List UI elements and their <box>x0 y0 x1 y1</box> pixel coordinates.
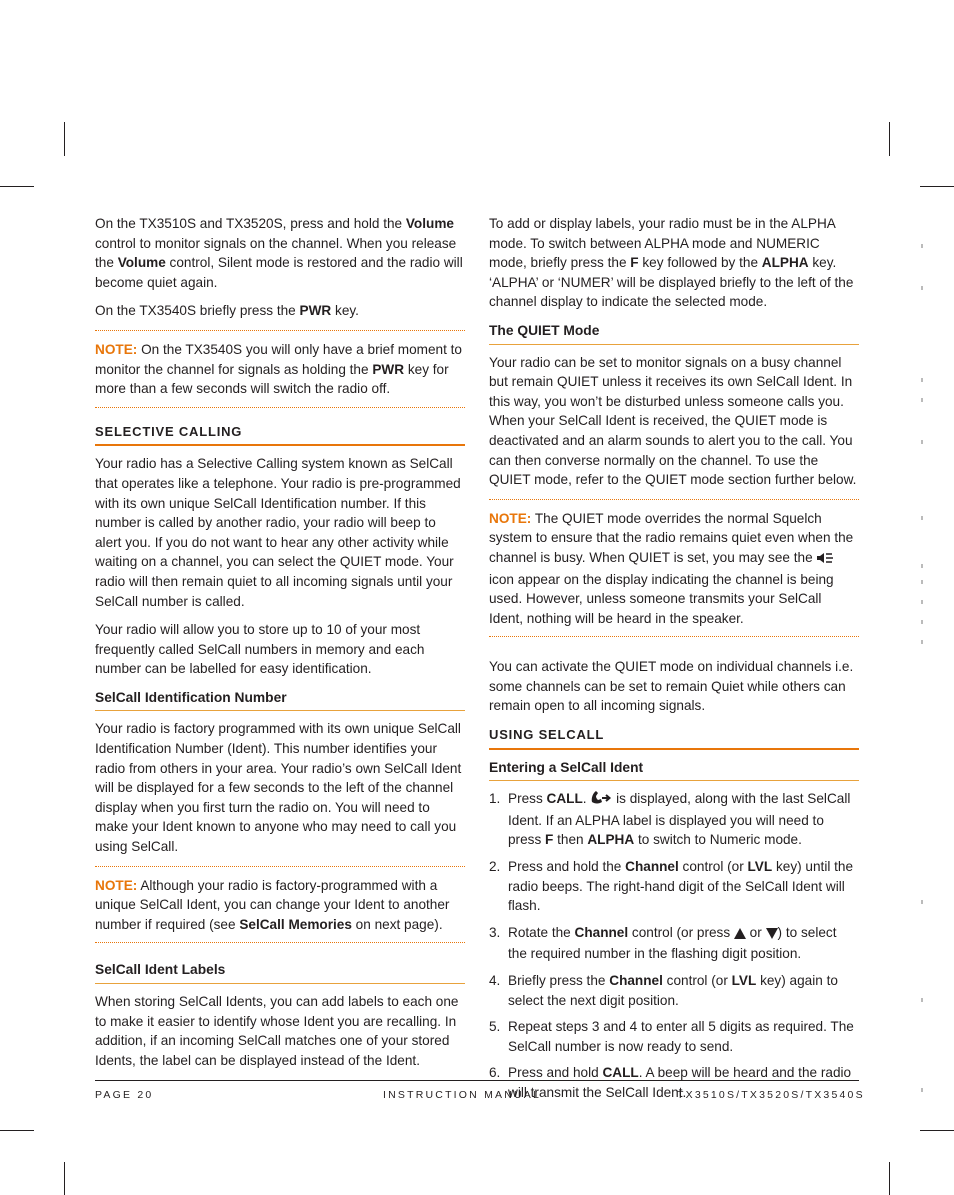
speaker-icon <box>816 550 834 570</box>
page-number: PAGE 20 <box>95 1089 154 1101</box>
bold-text: ALPHA <box>587 832 635 848</box>
note-divider <box>95 407 465 408</box>
paragraph: Your radio will allow you to store up to 10 of your most frequently called SelCall numbers in memory and each number can be labelled for easy identification. <box>95 622 425 677</box>
right-column <box>489 214 859 1110</box>
text: control (or press <box>628 924 734 940</box>
note-divider <box>95 330 465 331</box>
steps-list <box>489 789 859 1102</box>
note-box <box>95 340 465 399</box>
bold-text: Volume <box>117 255 166 271</box>
text: Repeat steps 3 and 4 to enter all 5 digits as required. The SelCall number is now ready to send. <box>508 1019 854 1054</box>
bleed-mark <box>921 900 923 904</box>
text: Briefly press the <box>508 973 610 988</box>
subheading-selcall-ident-labels: SelCall Ident Labels <box>95 960 465 984</box>
list-item <box>489 1017 859 1056</box>
text: control (or <box>678 859 748 875</box>
text: key) again to select the next digit position. <box>508 973 838 1008</box>
step-number: 1. <box>489 791 501 807</box>
paragraph: Your radio has a Selective Calling system known as SelCall that operates like a telephone. Your radio is pre-programmed with its own unique SelCall Identification number. If this number is called by another radio, your radio will beep to alert you. If you do not want to hear any other activity while waiting on a channel, you can select the QUIET mode. Your radio will then remain quiet to all incoming signals until your SelCall number is called. <box>95 456 461 609</box>
text: Although your radio is factory-programmed with a unique SelCall Ident, you can change your Ident to another number if required (see <box>95 877 450 932</box>
bleed-mark <box>921 580 923 584</box>
bold-text: CALL <box>602 1065 639 1081</box>
bleed-mark <box>921 286 923 290</box>
bleed-mark <box>921 998 923 1002</box>
text: On the TX3540S briefly press the <box>95 303 300 319</box>
note-label: NOTE: <box>95 341 138 357</box>
text: Rotate the <box>508 924 575 940</box>
bold-text: LVL <box>747 859 773 875</box>
text: To add or display labels, your radio must be in the ALPHA mode. To switch between ALPHA mode and NUMERIC mode, briefly press the <box>489 216 836 271</box>
note-box <box>489 509 859 629</box>
text: icon appear on the display indicating the channel is being used. However, unless someone transmits your SelCall Ident, nothing will be heard in the speaker. <box>489 571 834 626</box>
section-heading-selective-calling: SELECTIVE CALLING <box>95 422 465 447</box>
bleed-mark <box>921 620 923 624</box>
text: then <box>553 832 588 848</box>
crop-mark <box>64 1162 65 1195</box>
step-number: 6. <box>489 1065 501 1081</box>
text: Press and hold <box>508 1065 603 1081</box>
crop-mark <box>889 122 890 156</box>
paragraph: You can activate the QUIET mode on individual channels i.e. some channels can be set to remain Quiet while others can remain open to all incoming signals. <box>489 659 854 714</box>
note-label: NOTE: <box>489 510 532 526</box>
paragraph: Your radio can be set to monitor signals on a busy channel but remain QUIET unless it receives its own SelCall Ident. In this way, you won’t be disturbed unless someone calls you. When your SelCall Ident is received, the QUIET mode is deactivated and an alarm sounds to alert you to the call. You can then converse normally on the channel. To use the QUIET mode, refer to the QUIET mode section further below. <box>489 354 857 488</box>
section-heading-using-selcall: USING SELCALL <box>489 725 859 750</box>
bold-text: F <box>630 255 639 271</box>
bold-text: ALPHA <box>761 255 809 271</box>
bleed-mark <box>921 378 923 382</box>
text: Press and hold the <box>508 859 626 875</box>
paragraph <box>489 214 859 312</box>
paragraph: When storing SelCall Idents, you can add labels to each one to make it easier to identify whose Ident you are recalling. In addition, if an incoming SelCall matches one of your stored Idents, the label can be displayed instead of the Ident. <box>95 994 459 1068</box>
subheading-quiet-mode: The QUIET Mode <box>489 321 859 345</box>
down-arrow-icon <box>766 925 778 945</box>
list-item <box>489 971 859 1010</box>
text: key for more than a few seconds will switch the radio off. <box>95 361 449 397</box>
text: On the TX3510S and TX3520S, press and hold the <box>95 216 406 231</box>
bold-text: F <box>545 832 554 848</box>
crop-mark <box>920 1130 954 1131</box>
note-divider <box>95 942 465 943</box>
footer-title: INSTRUCTION MANUAL <box>383 1089 542 1101</box>
crop-mark <box>889 1162 890 1195</box>
text: The QUIET mode overrides the normal Squelch system to ensure that the radio remains quiet even when the channel is busy. When QUIET is set, you may see the <box>489 510 854 565</box>
bleed-mark <box>921 1088 923 1092</box>
text: On the TX3540S you will only have a brief moment to monitor the channel for signals as holding the <box>95 341 462 377</box>
text: ) to select the required number in the flashing digit position. <box>508 924 837 962</box>
bold-text: PWR <box>299 303 332 319</box>
text: key followed by the <box>638 255 762 271</box>
bold-text: SelCall Memories <box>239 916 352 932</box>
paragraph: Your radio is factory programmed with its own unique SelCall Identification Number (Ident). This number identifies your radio from others in your area. Your radio’s own SelCall Ident will be displayed for a few seconds to the left of the channel display when you first turn the radio on. You will need to make your Ident known to anyone who may need to call you using SelCall. <box>95 721 462 855</box>
note-divider <box>95 866 465 867</box>
bleed-mark <box>921 244 923 248</box>
text: key. ‘ALPHA’ or ‘NUMER’ will be displayed briefly to the left of the channel display to indicate the selected mode. <box>489 255 854 310</box>
step-number: 3. <box>489 924 501 940</box>
bold-text: LVL <box>731 973 757 988</box>
crop-mark <box>920 186 954 187</box>
text: key) until the radio beeps. The right-hand digit of the SelCall Ident will flash. <box>508 859 854 914</box>
text: control (or <box>662 973 732 988</box>
bold-text: Volume <box>405 216 454 231</box>
bold-text: Channel <box>625 859 679 875</box>
step-number: 4. <box>489 973 501 988</box>
bleed-mark <box>921 440 923 444</box>
bleed-mark <box>921 516 923 520</box>
crop-mark <box>0 1130 34 1131</box>
list-item <box>489 789 859 850</box>
crop-mark <box>64 122 65 156</box>
step-number: 5. <box>489 1019 501 1035</box>
text: or <box>745 924 766 940</box>
up-arrow-icon <box>734 925 746 945</box>
crop-mark <box>0 186 34 187</box>
note-label: NOTE: <box>95 877 138 893</box>
text: key. <box>331 303 359 319</box>
bleed-mark <box>921 398 923 402</box>
list-item <box>489 923 859 964</box>
text: control, Silent mode is restored and the radio will become quiet again. <box>95 255 463 290</box>
note-box <box>95 876 465 935</box>
text: . <box>582 791 591 807</box>
text: on next page). <box>351 916 443 932</box>
bleed-mark <box>921 564 923 568</box>
left-column <box>95 214 465 1079</box>
subheading-entering-selcall-ident: Entering a SelCall Ident <box>489 758 859 782</box>
paragraph <box>95 214 465 292</box>
bleed-mark <box>921 640 923 644</box>
text: Press <box>508 791 547 807</box>
bold-text: PWR <box>372 361 405 377</box>
note-divider <box>489 499 859 500</box>
bold-text: CALL <box>546 791 583 807</box>
footer-rule <box>95 1080 859 1081</box>
bold-text: Channel <box>609 973 663 988</box>
text: is displayed, along with the last SelCall Ident. If an ALPHA label is displayed you will need to press <box>508 791 851 848</box>
phone-call-icon <box>590 789 612 811</box>
paragraph <box>95 301 465 321</box>
step-number: 2. <box>489 859 501 875</box>
text: control to monitor signals on the channel. When you release the <box>95 235 457 271</box>
text: to switch to Numeric mode. <box>634 832 802 848</box>
note-divider <box>489 636 859 637</box>
text: . A beep will be heard and the radio will transmit the SelCall Ident. <box>508 1065 852 1100</box>
bleed-mark <box>921 600 923 604</box>
subheading-selcall-identification-number: SelCall Identification Number <box>95 688 465 712</box>
list-item <box>489 857 859 916</box>
bold-text: Channel <box>574 924 629 940</box>
footer-model: TX3510S/TX3520S/TX3540S <box>677 1089 865 1101</box>
